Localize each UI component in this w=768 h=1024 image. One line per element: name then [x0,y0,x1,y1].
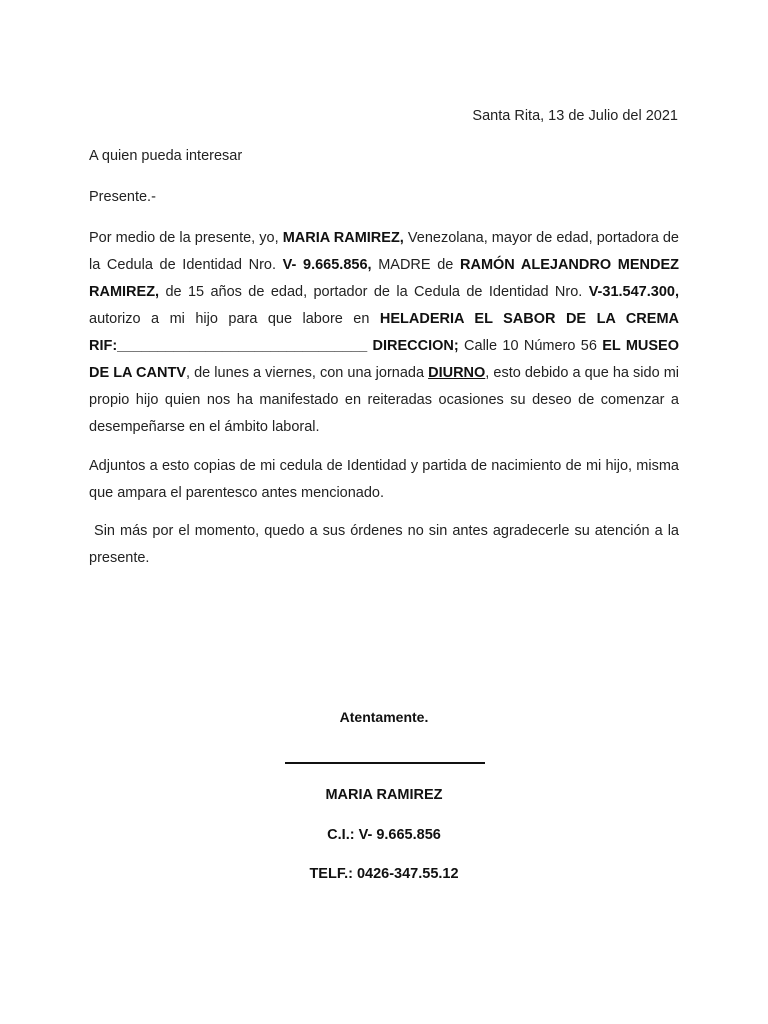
p1-text-3: MADRE de [371,257,460,273]
signature-line [285,762,485,764]
closing-text: Atentamente. [339,709,429,725]
p1-schedule: DIURNO [428,365,486,381]
p1-name: MARIA RAMIREZ, [282,230,404,246]
p1-text-8: , esto debido a que ha sido mi propio hijo quien nos ha manifestado en reiteradas ocasiones su deseo de comenzar a desempeñarse en el ámbito laboral. [89,365,679,435]
p1-text-1: Por medio de la presente, yo, [89,230,283,246]
signer-id: C.I.: V- 9.665.856 [327,827,441,843]
letter-date: Santa Rita, 13 de Julio del 2021 [472,108,678,124]
p1-id-mother: V- 9.665.856, [282,257,372,273]
signer-name: MARIA RAMIREZ [325,787,443,803]
p1-text-6: Calle 10 Número 56 [458,338,603,354]
signer-phone: TELF.: 0426-347.55.12 [309,866,459,882]
p1-text-7: , de lunes a viernes, con una jornada [186,365,429,381]
presente-line: Presente.- [89,189,156,205]
body-paragraph-1 [89,225,679,441]
p1-text-4: de 15 años de edad, portador de la Cedula de Identidad Nro. [159,284,589,300]
p1-location: EL MUSEO DE LA CANTV [89,338,680,381]
p1-text-2: Venezolana, mayor de edad, portadora de la Cedula de Identidad Nro. [89,230,679,273]
p1-text-5: autorizo a mi hijo para que labore en [89,311,380,327]
body-paragraph-2: Adjuntos a esto copias de mi cedula de Identidad y partida de nacimiento de mi hijo, misma que ampara el parentesco antes mencionado. [89,458,679,501]
body-paragraph-3: Sin más por el momento, quedo a sus órdenes no sin antes agradecerle su atención a la presente. [89,523,684,566]
salutation: A quien pueda interesar [89,148,243,164]
p1-id-child: V-31.547.300, [588,284,679,300]
p1-child-name: RAMÓN ALEJANDRO MENDEZ RAMIREZ, [89,257,679,300]
p1-business: HELADERIA EL SABOR DE LA CREMA RIF:_______________________________ DIRECCION; [89,311,679,354]
